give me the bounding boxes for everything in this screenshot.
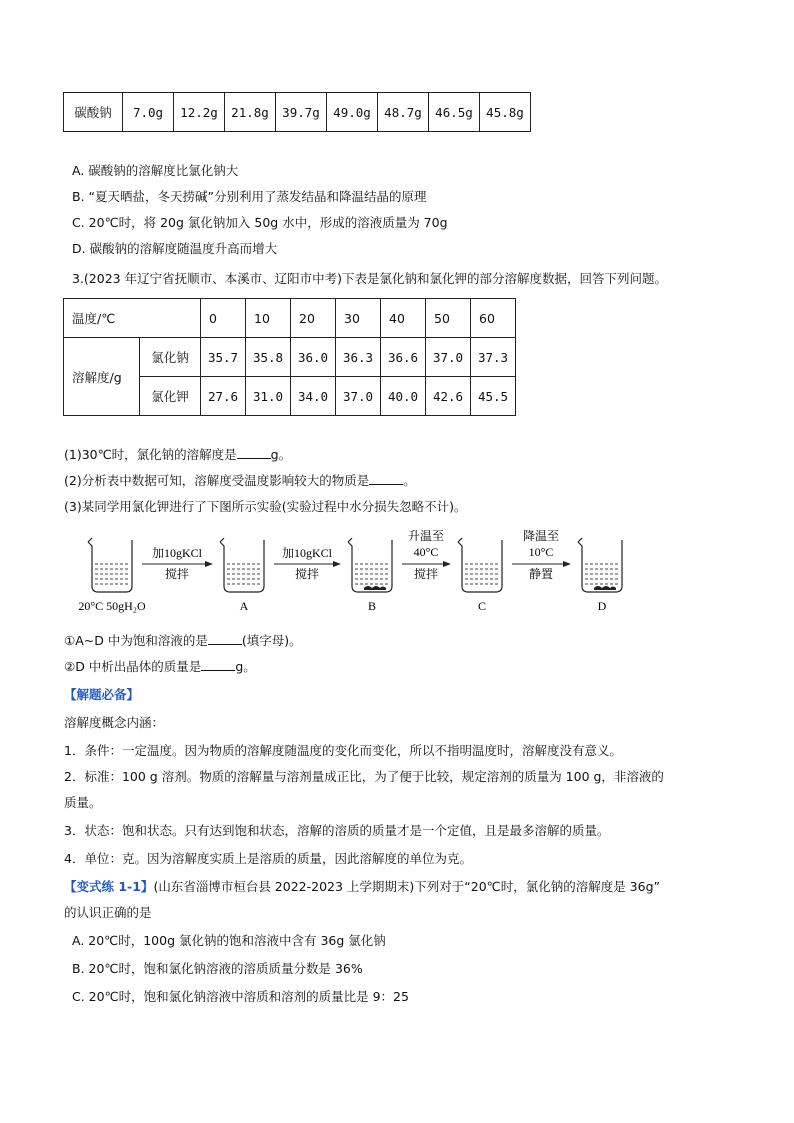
variant-stem (64, 874, 660, 900)
table-cell: 7.0g (123, 93, 174, 132)
nacl-label: 氯化钠 (139, 338, 200, 377)
sub2-end: 。 (403, 473, 416, 488)
nacl-cell: 36.3 (336, 338, 381, 377)
temp-cell: 40 (381, 299, 426, 338)
beaker-label-a: A (239, 599, 249, 613)
table-cell: 45.8g (480, 93, 531, 132)
nacl-cell: 35.7 (201, 338, 246, 377)
option-d: D. 碳酸钠的溶解度随温度升高而增大 (72, 241, 278, 256)
nacl-cell: 35.8 (246, 338, 291, 377)
answer-line-2 (64, 654, 256, 680)
kcl-cell: 34.0 (291, 377, 336, 416)
step4-bottom-label: 静置 (528, 567, 554, 581)
kcl-cell: 40.0 (381, 377, 426, 416)
table-row (64, 93, 531, 132)
answer-blank (369, 472, 403, 485)
beaker-label-d: D (597, 599, 607, 613)
sub-question-1 (64, 442, 291, 468)
step2-top-label: 加10gKCl (281, 546, 333, 560)
answer-blank (237, 446, 271, 459)
beaker-d-icon (578, 538, 622, 592)
nacl-cell: 36.0 (291, 338, 336, 377)
option-b: B. “夏天晒盐，冬天捞碱”分别利用了蒸发结晶和降温结晶的原理 (72, 189, 427, 204)
solubility-table (63, 298, 516, 416)
step1-top-label: 加10gKCl (151, 546, 203, 560)
table-row (64, 338, 516, 377)
beaker-start-icon (88, 538, 132, 592)
essentials-intro: 溶解度概念内涵： (64, 715, 165, 730)
option-a: A. 碳酸钠的溶解度比氯化钠大 (72, 163, 239, 178)
sodium-carbonate-table (63, 92, 531, 132)
sub2-text: (2)分析表中数据可知，溶解度受温度影响较大的物质是 (64, 473, 370, 488)
step4-top2-label: 10°C (528, 545, 554, 559)
kcl-cell: 31.0 (246, 377, 291, 416)
kcl-cell: 45.5 (471, 377, 516, 416)
essentials-point-4: 4．单位：克。因为溶解度实质上是溶质的质量，因此溶解度的单位为克。 (64, 851, 472, 866)
answer-blank (201, 658, 235, 671)
beaker-label-b: B (367, 599, 377, 613)
variant-tag: 【变式练 1-1】 (64, 879, 154, 894)
step3-bottom-label: 搅拌 (413, 567, 439, 581)
step3-top2-label: 40°C (413, 545, 439, 559)
nacl-cell: 37.0 (426, 338, 471, 377)
kcl-cell: 37.0 (336, 377, 381, 416)
step3-top1-label: 升温至 (407, 529, 445, 543)
variant-stem-cont: 的认识正确的是 (64, 905, 152, 920)
beaker-c-icon (458, 538, 502, 592)
temp-cell: 10 (246, 299, 291, 338)
beaker-b-icon (348, 538, 392, 592)
sub1-unit: g。 (270, 447, 292, 462)
table-cell: 49.0g (327, 93, 378, 132)
beaker-label-c: C (477, 599, 487, 613)
sub-question-3: (3)某同学用氯化钾进行了下图所示实验(实验过程中水分损失忽略不计)。 (64, 499, 467, 514)
beaker-a-icon (220, 538, 264, 592)
table-cell: 46.5g (429, 93, 480, 132)
step2-bottom-label: 搅拌 (294, 567, 320, 581)
precipitate-d-icon (594, 586, 616, 590)
variant-option-c: C. 20℃时，饱和氯化钠溶液中溶质和溶剂的质量比是 9：25 (72, 989, 409, 1004)
question-3-stem: 3.(2023 年辽宁省抚顺市、本溪市、辽阳市中考)下表是氯化钠和氯化钾的部分溶解度数据，回答下列问题。 (72, 271, 667, 286)
step4-top1-label: 降温至 (522, 529, 560, 543)
option-c: C. 20℃时，将 20g 氯化钠加入 50g 水中，形成的溶液质量为 70g (72, 215, 448, 230)
ans2-text: ②D 中析出晶体的质量是 (64, 659, 202, 674)
experiment-diagram (60, 526, 710, 618)
essentials-point-2-cont: 质量。 (64, 795, 102, 810)
solubility-header: 溶解度/g (64, 338, 140, 416)
temp-cell: 30 (336, 299, 381, 338)
essentials-point-3: 3．状态：饱和状态。只有达到饱和状态，溶解的溶质的质量才是一个定值，且是最多溶解的质量。 (64, 823, 610, 838)
nacl-cell: 37.3 (471, 338, 516, 377)
kcl-label: 氯化钾 (139, 377, 200, 416)
variant-stem-text: (山东省淄博市桓台县 2022-2023 上学期期末)下列对于“20℃时，氯化钠的溶解度是 36g” (153, 879, 660, 894)
table-cell: 21.8g (225, 93, 276, 132)
nacl-cell: 36.6 (381, 338, 426, 377)
essentials-point-2: 2．标准：100 g 溶剂。物质的溶解量与溶剂量成正比，为了便于比较，规定溶剂的质量为 100 g，非溶液的 (64, 769, 664, 784)
temp-cell: 50 (426, 299, 471, 338)
temp-cell: 60 (471, 299, 516, 338)
essentials-heading: 【解题必备】 (64, 687, 140, 702)
table-cell: 39.7g (276, 93, 327, 132)
ans2-unit: g。 (235, 659, 256, 674)
answer-line-1 (64, 628, 302, 654)
sub1-text: (1)30℃时，氯化钠的溶解度是 (64, 447, 237, 462)
table-row (64, 299, 516, 338)
ans1-text: ①A~D 中为饱和溶液的是 (64, 633, 208, 648)
step1-bottom-label: 搅拌 (164, 567, 190, 581)
row-label: 碳酸钠 (64, 93, 123, 132)
variant-option-b: B. 20℃时，饱和氯化钠溶液的溶质质量分数是 36% (72, 961, 363, 976)
ans1-hint: (填字母)。 (241, 633, 302, 648)
kcl-cell: 42.6 (426, 377, 471, 416)
essentials-point-1: 1．条件：一定温度。因为物质的溶解度随温度的变化而变化，所以不指明温度时，溶解度没有意义。 (64, 743, 622, 758)
precipitate-b-icon (364, 586, 386, 590)
temp-header: 温度/℃ (64, 299, 201, 338)
temp-cell: 20 (291, 299, 336, 338)
table-cell: 48.7g (378, 93, 429, 132)
start-condition-label: 20°C 50gH₂O (78, 599, 146, 613)
sub-question-2 (64, 468, 416, 494)
answer-blank (208, 632, 242, 645)
temp-cell: 0 (201, 299, 246, 338)
kcl-cell: 27.6 (201, 377, 246, 416)
variant-option-a: A. 20℃时，100g 氯化钠的饱和溶液中含有 36g 氯化钠 (72, 933, 386, 948)
table-cell: 12.2g (174, 93, 225, 132)
